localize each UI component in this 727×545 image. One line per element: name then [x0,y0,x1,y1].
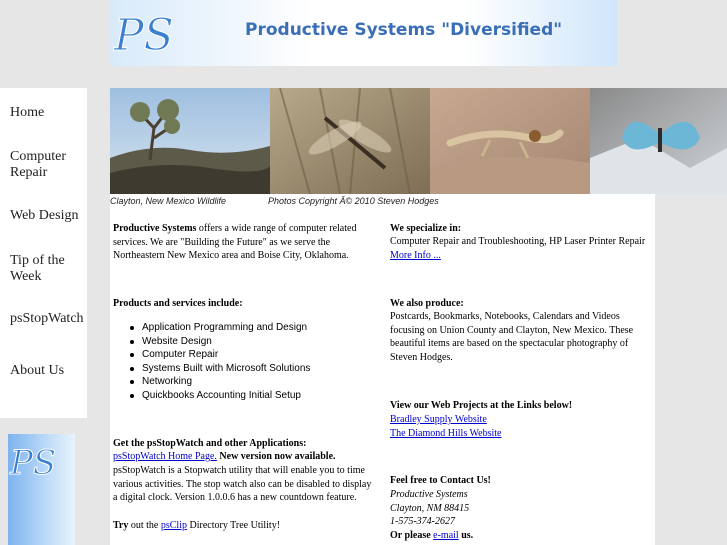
photo-caption: Clayton, New Mexico Wildlife [110,196,226,206]
wildlife-photo-strip [110,88,727,194]
specialize-text: Computer Repair and Troubleshooting, HP Laser Printer Repair [390,236,646,247]
company-name: Productive Systems [113,223,197,234]
site-title: Productive Systems "Diversified" [245,20,563,40]
projects-heading: View our Web Projects at the Links below! [390,400,573,411]
side-logo [8,434,75,545]
contact-email-line [390,529,473,543]
logo-text: PS [114,10,174,61]
contact-heading: Feel free to Contact Us! [390,475,491,486]
psclip-link[interactable]: psClip [160,520,187,531]
new-version-text: New version now available. [216,451,336,462]
services-heading: Products and services include: [113,298,243,309]
contact-phone: 1-575-374-2627 [390,516,455,527]
list-item: Quickbooks Accounting Initial Setup [128,389,310,403]
try-text: Try [113,520,129,531]
sidebar-item-about-us[interactable]: About Us [10,363,65,378]
specialize-heading: We specialize in: [390,223,462,234]
contact-company: Productive Systems [390,489,468,500]
sidebar-item-web-design[interactable]: Web Design [10,208,79,223]
bradley-supply-link[interactable]: Bradley Supply Website [390,414,487,425]
list-item: Computer Repair [128,348,310,362]
list-item: Application Programming and Design [128,321,310,335]
stopwatch-version-line [113,450,336,464]
stopwatch-description: psStopWatch is a Stopwatch utility that will enable you to time various activities. The stop watch also can be disabled to display a digital clock. Version 1.0.0.6 has a new countdown feature. [113,465,372,503]
try-mid-text: out the [128,520,161,531]
photo-dragonfly [270,88,430,194]
contact-city: Clayton, NM 88415 [390,503,470,514]
services-list [128,321,310,403]
produce-text: Postcards, Bookmarks, Notebooks, Calendars and Videos focusing on Union County and Clayton, New Mexico. These beautiful items are based on the spectacular photography of Steven Hodges. [390,311,634,363]
diamond-hills-link[interactable]: The Diamond Hills Website [390,428,502,439]
photo-butterfly [590,88,727,194]
photo-landscape [110,88,270,194]
email-link[interactable]: e-mail [433,530,459,541]
list-item: Systems Built with Microsoft Solutions [128,362,310,376]
psclip-suffix: Directory Tree Utility! [187,520,281,531]
side-logo-text: PS [10,443,57,483]
side-logo-mark [8,434,75,494]
intro-text: offers a wide range of computer related services. We are "Building the Future" as we serve the Northeastern New Mexico area and Boise City, Oklahoma. [113,223,357,261]
list-item: Networking [128,375,310,389]
sidebar-item-tip-of-the-week[interactable]: Tip of the Week [10,253,65,284]
more-info-link[interactable]: More Info ... [390,250,441,261]
stopwatch-heading: Get the psStopWatch and other Applications: [113,438,307,449]
sidebar-item-computer-repair[interactable]: Computer Repair [10,149,66,180]
us-text: us. [458,530,474,541]
psclip-line [113,519,280,533]
produce-heading: We also produce: [390,298,464,309]
list-item: Website Design [128,335,310,349]
sidebar-item-psstopwatch[interactable]: psStopWatch [10,311,84,326]
ps-logo[interactable] [110,4,200,62]
photo-copyright: Photos Copyright Â© 2010 Steven Hodges [268,196,439,206]
or-please-text: Or please [390,530,434,541]
stopwatch-home-link[interactable]: psStopWatch Home Page. [113,451,217,462]
photo-lizard [430,88,590,194]
intro-paragraph [113,222,375,263]
sidebar-item-home[interactable]: Home [10,105,45,120]
